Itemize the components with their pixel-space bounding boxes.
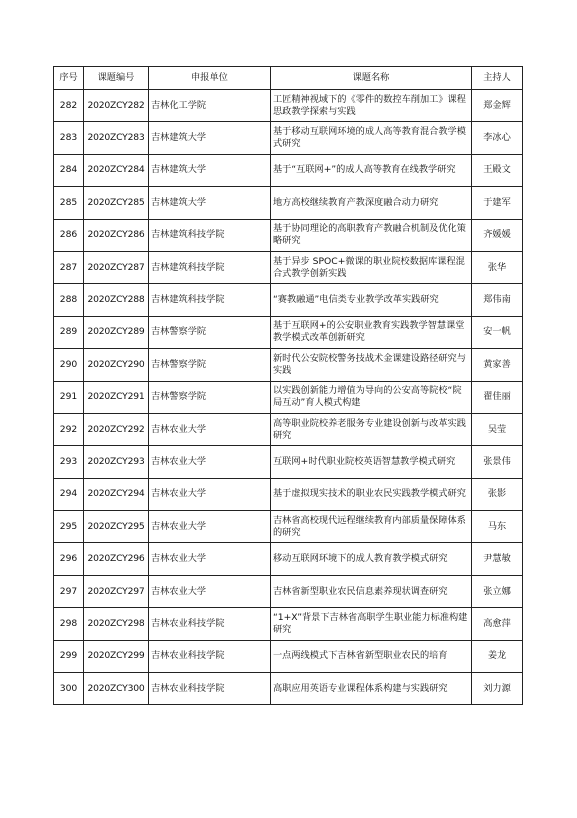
table-row <box>54 381 523 413</box>
table-row <box>54 673 523 705</box>
header-code: 课题编号 <box>84 67 149 90</box>
project-table <box>53 66 523 705</box>
header-host: 主持人 <box>472 67 523 90</box>
code-cell: 2020ZCY289 <box>84 316 149 348</box>
seq-cell: 297 <box>54 575 84 607</box>
code-cell: 2020ZCY300 <box>84 673 149 705</box>
unit-cell: 吉林农业科技学院 <box>149 608 271 640</box>
title-cell: 基于协同理论的高职教育产教融合机制及优化策略研究 <box>271 219 472 251</box>
title-cell: 吉林省高校现代远程继续教育内部质量保障体系的研究 <box>271 511 472 543</box>
host-cell: 黄家善 <box>472 349 523 381</box>
unit-cell: 吉林农业大学 <box>149 413 271 445</box>
seq-cell: 284 <box>54 154 84 186</box>
header-unit: 申报单位 <box>149 67 271 90</box>
unit-cell: 吉林警察学院 <box>149 316 271 348</box>
seq-cell: 294 <box>54 478 84 510</box>
unit-cell: 吉林农业大学 <box>149 511 271 543</box>
code-cell: 2020ZCY284 <box>84 154 149 186</box>
table-row <box>54 122 523 154</box>
seq-cell: 288 <box>54 284 84 316</box>
title-cell: 基于互联网+的公安职业教育实践教学智慧课堂教学模式改革创新研究 <box>271 316 472 348</box>
host-cell: 刘力源 <box>472 673 523 705</box>
code-cell: 2020ZCY294 <box>84 478 149 510</box>
table-row <box>54 511 523 543</box>
host-cell: 姜龙 <box>472 640 523 672</box>
unit-cell: 吉林警察学院 <box>149 381 271 413</box>
unit-cell: 吉林化工学院 <box>149 90 271 122</box>
code-cell: 2020ZCY293 <box>84 446 149 478</box>
code-cell: 2020ZCY298 <box>84 608 149 640</box>
seq-cell: 299 <box>54 640 84 672</box>
seq-cell: 300 <box>54 673 84 705</box>
code-cell: 2020ZCY292 <box>84 413 149 445</box>
seq-cell: 285 <box>54 187 84 219</box>
seq-cell: 293 <box>54 446 84 478</box>
title-cell: 以实践创新能力增值为导向的公安高等院校“院局互动”育人模式构建 <box>271 381 472 413</box>
host-cell: 翟佳丽 <box>472 381 523 413</box>
seq-cell: 292 <box>54 413 84 445</box>
table-row <box>54 446 523 478</box>
table-row <box>54 608 523 640</box>
host-cell: 王殿文 <box>472 154 523 186</box>
unit-cell: 吉林建筑大学 <box>149 154 271 186</box>
table-row <box>54 187 523 219</box>
code-cell: 2020ZCY291 <box>84 381 149 413</box>
title-cell: 高等职业院校养老服务专业建设创新与改革实践研究 <box>271 413 472 445</box>
table-row <box>54 478 523 510</box>
host-cell: 尹慧敏 <box>472 543 523 575</box>
code-cell: 2020ZCY290 <box>84 349 149 381</box>
table-row <box>54 413 523 445</box>
host-cell: 郑金辉 <box>472 90 523 122</box>
code-cell: 2020ZCY286 <box>84 219 149 251</box>
code-cell: 2020ZCY287 <box>84 251 149 283</box>
title-cell: 工匠精神视域下的《零件的数控车削加工》课程思政教学探索与实践 <box>271 90 472 122</box>
table-row <box>54 316 523 348</box>
table-row <box>54 284 523 316</box>
title-cell: 互联网+时代职业院校英语智慧教学模式研究 <box>271 446 472 478</box>
host-cell: 张景伟 <box>472 446 523 478</box>
code-cell: 2020ZCY295 <box>84 511 149 543</box>
seq-cell: 282 <box>54 90 84 122</box>
host-cell: 张立娜 <box>472 575 523 607</box>
unit-cell: 吉林建筑大学 <box>149 187 271 219</box>
seq-cell: 290 <box>54 349 84 381</box>
title-cell: 移动互联网环境下的成人教育教学模式研究 <box>271 543 472 575</box>
header-seq: 序号 <box>54 67 84 90</box>
seq-cell: 291 <box>54 381 84 413</box>
host-cell: 安一帆 <box>472 316 523 348</box>
unit-cell: 吉林农业科技学院 <box>149 673 271 705</box>
unit-cell: 吉林农业大学 <box>149 543 271 575</box>
unit-cell: 吉林农业大学 <box>149 478 271 510</box>
table-row <box>54 575 523 607</box>
title-cell: 新时代公安院校警务技战术金课建设路径研究与实践 <box>271 349 472 381</box>
title-cell: 基于“互联网+”的成人高等教育在线教学研究 <box>271 154 472 186</box>
table-header-row <box>54 67 523 90</box>
host-cell: 马东 <box>472 511 523 543</box>
code-cell: 2020ZCY297 <box>84 575 149 607</box>
code-cell: 2020ZCY288 <box>84 284 149 316</box>
seq-cell: 289 <box>54 316 84 348</box>
unit-cell: 吉林农业科技学院 <box>149 640 271 672</box>
table-row <box>54 543 523 575</box>
code-cell: 2020ZCY296 <box>84 543 149 575</box>
title-cell: 一点两线模式下吉林省新型职业农民的培育 <box>271 640 472 672</box>
table-row <box>54 90 523 122</box>
unit-cell: 吉林农业大学 <box>149 446 271 478</box>
host-cell: 高愈萍 <box>472 608 523 640</box>
unit-cell: 吉林建筑大学 <box>149 122 271 154</box>
table-row <box>54 349 523 381</box>
header-title: 课题名称 <box>271 67 472 90</box>
table-body <box>54 90 523 705</box>
unit-cell: 吉林建筑科技学院 <box>149 219 271 251</box>
code-cell: 2020ZCY285 <box>84 187 149 219</box>
code-cell: 2020ZCY283 <box>84 122 149 154</box>
host-cell: 张华 <box>472 251 523 283</box>
unit-cell: 吉林建筑科技学院 <box>149 251 271 283</box>
code-cell: 2020ZCY299 <box>84 640 149 672</box>
seq-cell: 296 <box>54 543 84 575</box>
seq-cell: 287 <box>54 251 84 283</box>
table-row <box>54 251 523 283</box>
unit-cell: 吉林农业大学 <box>149 575 271 607</box>
seq-cell: 283 <box>54 122 84 154</box>
host-cell: 吴莹 <box>472 413 523 445</box>
table-row <box>54 640 523 672</box>
host-cell: 于建军 <box>472 187 523 219</box>
title-cell: 基于虚拟现实技术的职业农民实践教学模式研究 <box>271 478 472 510</box>
title-cell: 吉林省新型职业农民信息素养现状调查研究 <box>271 575 472 607</box>
code-cell: 2020ZCY282 <box>84 90 149 122</box>
title-cell: 高职应用英语专业课程体系构建与实践研究 <box>271 673 472 705</box>
title-cell: “赛教融通”电信类专业教学改革实践研究 <box>271 284 472 316</box>
table-row <box>54 154 523 186</box>
unit-cell: 吉林警察学院 <box>149 349 271 381</box>
title-cell: 基于异步 SPOC+微课的职业院校数据库课程混合式教学创新实践 <box>271 251 472 283</box>
title-cell: 地方高校继续教育产教深度融合动力研究 <box>271 187 472 219</box>
host-cell: 李冰心 <box>472 122 523 154</box>
table-row <box>54 219 523 251</box>
host-cell: 齐媛媛 <box>472 219 523 251</box>
title-cell: “1+X”背景下吉林省高职学生职业能力标准构建研究 <box>271 608 472 640</box>
title-cell: 基于移动互联网环境的成人高等教育混合教学模式研究 <box>271 122 472 154</box>
host-cell: 郑伟南 <box>472 284 523 316</box>
seq-cell: 298 <box>54 608 84 640</box>
seq-cell: 286 <box>54 219 84 251</box>
host-cell: 张影 <box>472 478 523 510</box>
seq-cell: 295 <box>54 511 84 543</box>
unit-cell: 吉林建筑科技学院 <box>149 284 271 316</box>
